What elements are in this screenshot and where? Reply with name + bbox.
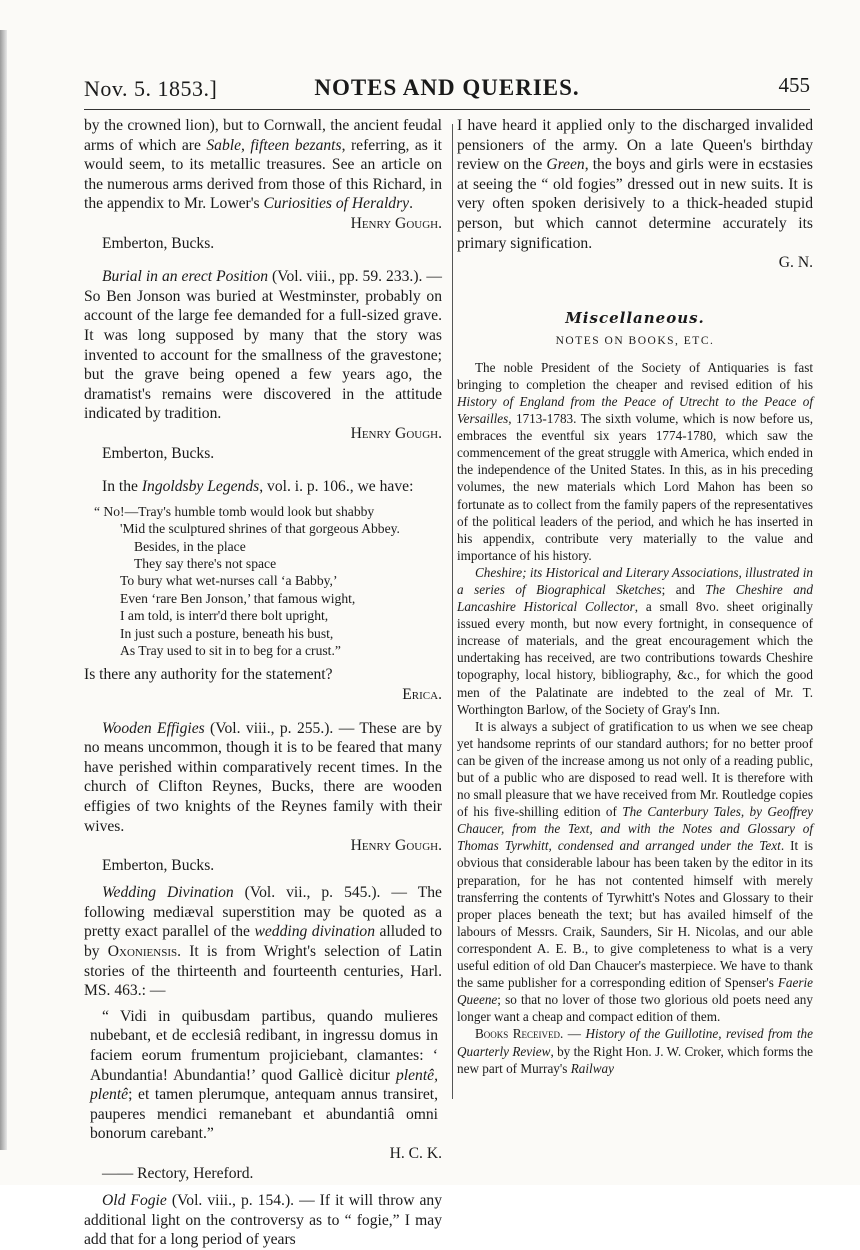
header-title: NOTES AND QUERIES. [314, 75, 580, 100]
column-divider [452, 124, 453, 1099]
verse-line: I am told, is interr'd there bolt upright, [120, 608, 329, 624]
miscellaneous-heading: Miscellaneous. [565, 308, 705, 327]
latin-quotation: “ Vidi in quibusdam partibus, quando mulieres nubebant, et de ecclesiâ redibant, in ingressu domus in faciem eorum frumentum projiciebant, clamantes: ‘ Abundantia! Abundantia!’ quod Gallicè dicitur plentê, plentê; et tamen plerumque, antequam annus transiret, pauperes mendici remanebant et abundantiâ omni bonorum carebant.” [90, 1007, 438, 1143]
books-received-paragraph: Books Received. — History of the Guillotine, revised from the Quarterly Review, by the Right Hon. J. W. Croker, which forms the new part of Murray's Railway [457, 1026, 813, 1076]
place-emberton-2: Emberton, Bucks. [102, 444, 215, 462]
signature-gn: G. N. [778, 254, 813, 272]
right-column [457, 116, 813, 1106]
place-emberton-3: Emberton, Bucks. [102, 856, 215, 874]
verse-line: “ No!—Tray's humble tomb would look but shabby [94, 503, 375, 519]
ingoldsby-paragraph: In the Ingoldsby Legends, vol. i. p. 106., we have: [102, 478, 414, 496]
verse-line: 'Mid the sculptured shrines of that gorgeous Abbey. [120, 521, 400, 537]
wedding-divination-paragraph: Wedding Divination (Vol. vii., p. 545.). — The following mediæval superstition may be quoted as a pretty exact parallel of the wedding divination alluded to by Oxoniensis. It is from Wright's selection of Latin stories of the thirteenth and fourteenth centuries, Harl. MS. 463.: — [84, 884, 442, 1000]
verse-line: Even ‘rare Ben Jonson,’ that famous wight, [120, 590, 356, 606]
cornwall-arms-paragraph: by the crowned lion), but to Cornwall, the ancient feudal arms of which are Sable, fifteen bezants, referring, as it would seem, to its metallic treasures. See an article on the numerous arms derived from those of this Richard, in the appendix to Mr. Lower's Curiosities of Heraldry. [84, 117, 443, 213]
header-rule [84, 109, 810, 110]
verse-line: As Tray used to sit in to beg for a crust.” [120, 642, 341, 658]
lord-mahon-history-paragraph: The noble President of the Society of Antiquaries is fast bringing to completion the cheaper and revised edition of his History of England from the Peace of Utrecht to the Peace of Versailles, 1713-1783. The sixth volume, which is now before us, embraces the eventful six years 1774-1780, which saw the commencement of the great struggle with America, which ended in the independence of the United States. In this, as in his preceding volumes, the new materials which Lord Mahon has been so fortunate as to collect from the family papers of the representatives of the political leaders of the period, and which he has inserted in his appendix, contribute very materially to the value and importance of his history. [457, 359, 813, 563]
authority-question: Is there any authority for the statement? [84, 666, 333, 684]
signature-henry-gough-1: Henry Gough. [350, 214, 442, 232]
place-emberton-1: Emberton, Bucks. [102, 234, 215, 252]
running-header [84, 72, 810, 106]
burial-erect-paragraph: Burial in an erect Position (Vol. viii., pp. 59. 233.). — So Ben Jonson was buried at Westminster, probably on account of the large fee demanded for a full-sized grave. It was long supposed by many that the story was invented to account for the smallness of the gravestone; but the grave being opened a few years ago, the dramatist's remains were discovered in the attitude indicated by tradition. [84, 268, 442, 423]
verse-line: In just such a posture, beneath his bust, [120, 625, 334, 641]
page-edge-shadow [0, 30, 7, 1150]
signature-hck: H. C. K. [389, 1145, 442, 1162]
page-number: 455 [778, 73, 810, 97]
chaucer-reprint-paragraph: It is always a subject of gratification to us when we see cheap yet handsome reprints of our standard authors; for no better proof can be given of the increase among us not only of a reading public, but of a public who are disposed to read well. It is therefore with no small pleasure that we have received from Mr. Routledge copies of his five-shilling edition of The Canterbury Tales, by Geoffrey Chaucer, from the Text, and with the Notes and Glossary of Thomas Tyrwhitt, condensed and arranged under the Text. It is obvious that considerable labour has been taken by the editor in its preparation, for he has not contented himself with merely transferring the contents of Tyrwhitt's Notes and Glossary to their proper places beneath the text; but has availed himself of the labours of Messrs. Craik, Saunders, Sir H. Nicolas, and our able correspondent A. E. B., to give completeness to what is a very useful edition of old Dan Chaucer's masterpiece. We have to thank the same publisher for a corresponding edition of Spenser's Faerie Queene; so that no lover of those two glorious old poets need any longer want a cheap and compact edition of them. [457, 718, 814, 1025]
header-date: Nov. 5. 1853.] [84, 76, 218, 101]
old-fogie-continuation: I have heard it applied only to the discharged invalided pensioners of the army. On a late Queen's birthday review on the Green, the boys and girls were in ecstasies at seeing the “ old fogies” dressed out in new suits. It is very often spoken derisively to a thick-headed stupid person, but which cannot determine accurately its primary signification. [457, 117, 813, 252]
signature-erica: Erica. [402, 685, 442, 703]
place-rectory-hereford: —— Rectory, Hereford. [102, 1164, 254, 1182]
cheshire-paragraph: Cheshire; its Historical and Literary Associations, illustrated in a series of Biographical Sketches; and The Cheshire and Lancashire Historical Collector, a small 8vo. sheet originally issued every month, but now every fortnight, in consequence of increase of materials, and the great encouragement which the undertaking has received, are two contributions towards Cheshire topography, local history, bibliography, &c., for which the good men of the Palatinate are indebted to the zeal of Mr. T. Worthington Barlow, of the Society of Gray's Inn. [457, 564, 814, 717]
ingoldsby-verse [94, 503, 442, 660]
verse-line: To bury what wet-nurses call ‘a Babby,’ [120, 573, 338, 589]
notes-on-books-subheading: NOTES ON BOOKS, ETC. [555, 334, 715, 347]
left-column [84, 116, 443, 1249]
verse-line: Besides, in the place [134, 538, 246, 554]
signature-henry-gough-2: Henry Gough. [350, 424, 442, 442]
old-fogie-paragraph: Old Fogie (Vol. viii., p. 154.). — If it will throw any additional light on the controversy as to “ fogie,” I may add that for a long period of years [84, 1192, 442, 1249]
verse-line: They say there's not space [134, 555, 277, 571]
wooden-effigies-paragraph: Wooden Effigies (Vol. viii., p. 255.). — These are by no means uncommon, though it is to be feared that many have perished within comparatively recent times. In the church of Clifton Reynes, Bucks, there are wooden effigies of two knights of the Reynes family with their wives. [84, 719, 442, 835]
signature-henry-gough-3: Henry Gough. [350, 837, 442, 855]
